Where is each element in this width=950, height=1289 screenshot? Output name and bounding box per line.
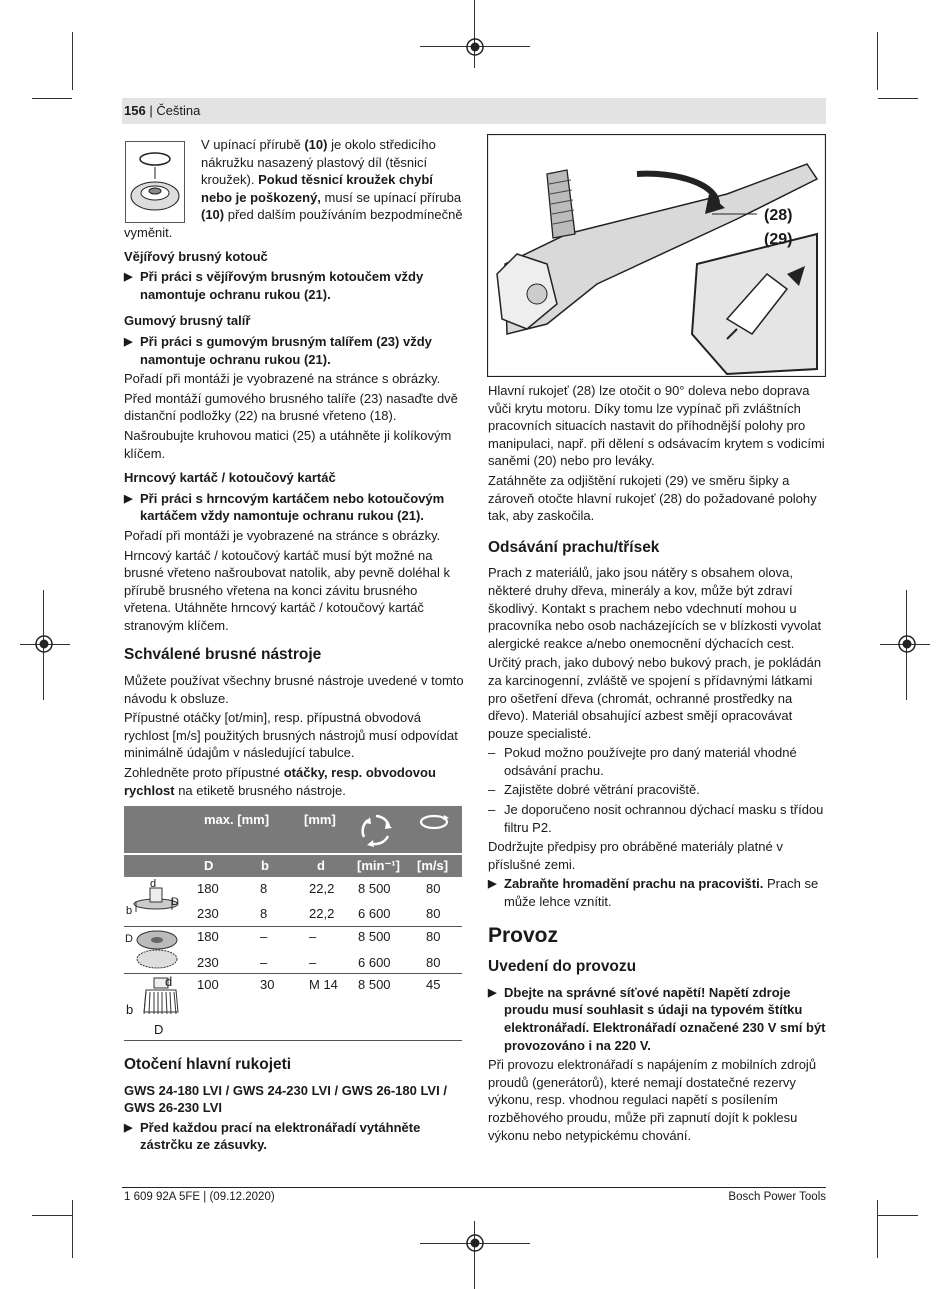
registration-mark-icon bbox=[464, 1232, 486, 1254]
callout-29: (29) bbox=[764, 231, 793, 248]
page-header: 156 | Čeština bbox=[124, 103, 201, 118]
table-cell: 100 bbox=[197, 977, 219, 992]
sealing-ring-figure bbox=[125, 141, 185, 223]
table-cell: 8 500 bbox=[358, 977, 391, 992]
left-content: vyměnit. Vějířový brusný kotouč ▶ Při práci s vějířovým brusným kotoučem vždy namontuje ochranu rukou (21). Gumový brusný talíř ▶ Při práci s gumovým brusným talířem (23) vždy namontuje ochranu rukou (21). Pořadí při montáži je vyobrazené na stránce s obrázky. Před montáží gumového brusného talíře (23) nasaďte dvě distanční podložky (22) na brusné vřeteno (18). Našroubujte kruhovou matici (25) a utáhněte ji kolíkovým klíčem. Hrncový kartáč / kotoučový kartáč ▶ Při práci s hrncovým kartáčem nebo kotoučovým kartáčem vždy namontuje ochranu rukou (21). Pořadí při montáži je vyobrazené na stránce s obrázky. Hrncový kartáč / kotoučový kartáč musí být možné na brusné vřeteno našroubovat natolik, aby pevně doléhal k přírubě brusného vřetena na konci závitu brusného vřetena. Utáhněte hrncový kartáč / kotoučový kartáč stranovým klíčem. Schválené brusné nástroje Můžete používat všechny brusné nástroje uvedené v tomto návodu k obsluze. Přípustné otáčky [ot/min], resp. přípustná obvodová rychlost [m/s] použitých brusných nástrojů musí odpovídat minimálně údajům v následující tabulce. Zohledněte proto přípustné otáčky, resp. obvodovou rychlost na etiketě brusného nástroje. bbox=[124, 224, 466, 801]
table-cell: 8 500 bbox=[358, 881, 391, 896]
fan-disc-figure bbox=[134, 928, 180, 970]
table-cell: 230 bbox=[197, 955, 219, 970]
table-cell: 8 bbox=[260, 881, 268, 896]
cup-brush-figure bbox=[140, 976, 182, 1022]
warning-item: ▶ Při práci s hrncovým kartáčem nebo kotoučovým kartáčem vždy namontuje ochranu rukou (21). bbox=[124, 490, 445, 524]
table-head-d: d bbox=[317, 858, 325, 873]
table-cell: 8 bbox=[260, 906, 268, 921]
dust-extraction-title: Odsávání prachu/třísek bbox=[488, 538, 660, 556]
header-bar bbox=[122, 98, 826, 124]
intro-end: vyměnit. bbox=[124, 225, 173, 240]
rubber-pad-title: Gumový brusný talíř bbox=[124, 313, 251, 329]
crop-mark bbox=[877, 32, 878, 90]
figure-label-d: d bbox=[165, 974, 173, 989]
table-cell: 6 600 bbox=[358, 955, 391, 970]
table-head-b: b bbox=[261, 858, 269, 873]
table-cell: – bbox=[260, 929, 268, 944]
table-cell: 230 bbox=[197, 906, 219, 921]
registration-mark-icon bbox=[896, 633, 918, 655]
crop-mark bbox=[32, 1215, 72, 1216]
footer-brand: Bosch Power Tools bbox=[728, 1191, 826, 1203]
figure-label-b: b bbox=[126, 905, 133, 917]
figure-label-D: D bbox=[171, 896, 179, 908]
list-item: – Je doporučeno nosit ochrannou dýchací masku s třídou filtru P2. bbox=[488, 802, 824, 835]
warning-item: ▶ Zabraňte hromadění prachu na pracovišti. Prach se může lehce vznítit. bbox=[488, 876, 819, 910]
list-item: – Zajistěte dobré větrání pracoviště. bbox=[488, 782, 700, 798]
figure-label-D: D bbox=[154, 1022, 164, 1037]
table-cell: – bbox=[260, 955, 268, 970]
table-cell: 6 600 bbox=[358, 906, 391, 921]
table-cell: 22,2 bbox=[309, 906, 335, 921]
table-bottom-rule bbox=[124, 1040, 462, 1041]
registration-mark-icon bbox=[464, 36, 486, 58]
rotation-speed-icon bbox=[356, 810, 396, 850]
table-head-mm: [mm] bbox=[304, 812, 336, 827]
rotate-handle-title: Otočení hlavní rukojeti bbox=[124, 1056, 292, 1073]
table-cell: 80 bbox=[426, 881, 441, 896]
rotate-section bbox=[124, 1048, 464, 1156]
table-cell: 180 bbox=[197, 929, 219, 944]
table-cell: 8 500 bbox=[358, 929, 391, 944]
footer-rule bbox=[122, 1187, 826, 1188]
model-list: GWS 24-180 LVI / GWS 24-230 LVI / GWS 26-180 LVI / GWS 26-230 LVI bbox=[124, 1082, 447, 1116]
warning-item: ▶ Dbejte na správné síťové napětí! Napětí zdroje proudu musí souhlasit s údaji na typovém štítku elektronářadí. Elektronářadí označené 230 V smí být provozováno i na 220 V. bbox=[488, 984, 826, 1053]
table-cell: 180 bbox=[197, 881, 219, 896]
table-subheader bbox=[124, 855, 462, 877]
arrow-bullet-icon: ▶ bbox=[488, 986, 497, 999]
arrow-bullet-icon: ▶ bbox=[124, 335, 133, 348]
table-cell: 22,2 bbox=[309, 881, 335, 896]
arrow-bullet-icon: ▶ bbox=[124, 492, 133, 505]
crop-mark bbox=[32, 98, 72, 99]
callout-28: (28) bbox=[764, 207, 793, 224]
angle-grinder-figure bbox=[487, 134, 826, 377]
figure-label-d: d bbox=[150, 878, 157, 890]
table-divider bbox=[124, 926, 462, 927]
figure-label-b: b bbox=[126, 1002, 134, 1017]
arrow-bullet-icon: ▶ bbox=[124, 1121, 133, 1134]
left-intro: V upínací přírubě (10) je okolo středicího nákružku nasazený plastový díl (těsnicí kroužek). Pokud těsnicí kroužek chybí nebo je poškozený, musí se upínací příruba (10) před dalším používáním bezpodmínečně bbox=[201, 137, 463, 223]
crop-mark bbox=[72, 1200, 73, 1258]
peripheral-speed-icon bbox=[418, 812, 450, 832]
table-cell: 80 bbox=[426, 955, 441, 970]
table-head-ms: [m/s] bbox=[417, 858, 449, 873]
table-header bbox=[124, 806, 462, 853]
table-cell: – bbox=[309, 955, 317, 970]
table-cell: 45 bbox=[426, 977, 441, 992]
brush-title: Hrncový kartáč / kotoučový kartáč bbox=[124, 470, 336, 486]
list-item: – Pokud možno používejte pro daný materiál vhodné odsávání prachu. bbox=[488, 745, 797, 778]
figure-label-D: D bbox=[125, 933, 133, 945]
arrow-bullet-icon: ▶ bbox=[488, 878, 497, 891]
table-cell: M 14 bbox=[309, 977, 338, 992]
table-cell: 30 bbox=[260, 977, 275, 992]
table-divider bbox=[124, 973, 462, 974]
crop-mark bbox=[877, 1200, 878, 1258]
warning-item: ▶ Při práci s vějířovým brusným kotoučem vždy namontuje ochranu rukou (21). bbox=[124, 269, 424, 302]
arrow-bullet-icon: ▶ bbox=[124, 271, 133, 284]
registration-mark-icon bbox=[33, 633, 55, 655]
crop-mark bbox=[878, 1215, 918, 1216]
right-content: Hlavní rukojeť (28) lze otočit o 90° doleva nebo doprava vůči krytu motoru. Díky tomu lze vypínač při zvláštních pracovních situacích nastavit do příhodnější polohy pro manipulaci, např. při dělení s odsávacím krytem s vodicími saněmi (20) nebo pro leváky. Zatáhněte za odjištění rukojeti (29) ve směru šipky a zároveň otočte hlavní rukojeť (28) do požadované polohy tak, aby zaskočila. Odsávání prachu/třísek Prach z materiálů, jako jsou nátěry s obsahem olova, některé druhy dřeva, minerály a kov, může být zdraví škodlivý. Kontakt s prachem nebo vdechnutí mohou u pracovníka nebo osob nacházejících se v blízkosti vyvolat alergické reakce a/nebo onemocnění dýchacích cest. Určitý prach, jako dubový nebo bukový prach, je pokládán za karcinogenní, zvláště ve spojení s přídavnými látkami pro ošetření dřeva (chromát, ochranné prostředky na dřevo). Materiál obsahující azbest smějí opracovávat pouze specialisté. – Pokud možno používejte pro daný materiál vhodné odsávání prachu. – Zajistěte dobré větrání pracoviště. – Je doporučeno nosit ochrannou dýchací masku s třídou filtru P2. Dodržujte předpisy pro obráběné materiály platné v příslušné zemi. ▶ Zabraňte hromadění prachu na pracovišti. Prach se může lehce vznítit. Provoz Uvedení do provozu ▶ Dbejte na správné síťové napětí! Napětí zdroje proudu musí souhlasit s údaji na typovém štítku elektronářadí. Elektronářadí označené 230 V smí být provozováno i na 220 V. Při provozu elektronářadí s napájením z mobilních zdrojů proudů (generátorů), které nemají dostatečné rezervy výkonu, resp. vhodnou regulaci napětí s posílením rozběhového proudu, může při zapnutí dojít k poklesu výkonu nebo netypickému chování. bbox=[488, 382, 828, 1146]
startup-title: Uvedení do provozu bbox=[488, 958, 637, 976]
table-head-min: [min⁻¹] bbox=[357, 858, 400, 873]
table-cell: – bbox=[309, 929, 317, 944]
page-number: 156 bbox=[124, 103, 146, 118]
table-cell: 80 bbox=[426, 906, 441, 921]
table-cell: 80 bbox=[426, 929, 441, 944]
language-label: Čeština bbox=[156, 103, 201, 118]
warning-item: ▶ Při práci s gumovým brusným talířem (23) vždy namontuje ochranu rukou (21). bbox=[124, 333, 432, 367]
fan-disc-title: Vějířový brusný kotouč bbox=[124, 248, 268, 264]
approved-tools-title: Schválené brusné nástroje bbox=[124, 646, 322, 664]
table-head-D: D bbox=[204, 858, 214, 873]
footer-code: 1 609 92A 5FE | (09.12.2020) bbox=[124, 1191, 275, 1203]
warning-item: ▶ Před každou prací na elektronářadí vytáhněte zástrčku ze zásuvky. bbox=[124, 1119, 421, 1153]
table-head-max-mm: max. [mm] bbox=[204, 812, 270, 827]
operation-title: Provoz bbox=[488, 923, 559, 947]
crop-mark bbox=[72, 32, 73, 90]
crop-mark bbox=[878, 98, 918, 99]
